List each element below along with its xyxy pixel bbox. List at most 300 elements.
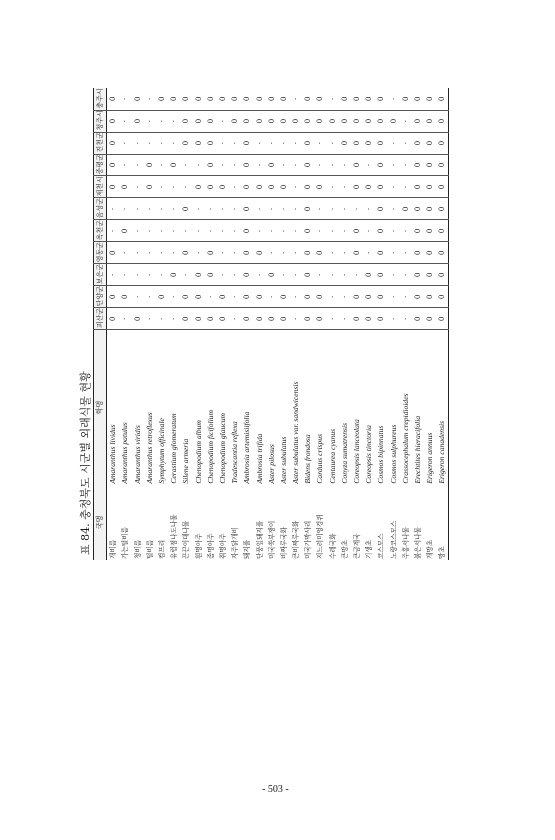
occurrence-cell: ·	[132, 176, 144, 198]
table-row	[241, 88, 253, 560]
occurrence-cell: 0	[436, 198, 449, 220]
table-row	[314, 88, 326, 560]
occurrence-cell: 0	[180, 110, 192, 132]
occurrence-cell: ·	[168, 110, 180, 132]
occurrence-cell: 0	[205, 308, 217, 330]
header-region: 진천군	[94, 132, 107, 154]
occurrence-cell: ·	[266, 198, 278, 220]
occurrence-cell: 0	[314, 110, 326, 132]
occurrence-cell: ·	[253, 264, 265, 286]
occurrence-cell: ·	[156, 308, 168, 330]
occurrence-cell: 0	[351, 220, 363, 242]
table-row	[375, 88, 387, 560]
scientific-name-cell: Centaurea cyanus	[327, 428, 337, 484]
occurrence-cell: ·	[290, 242, 302, 264]
occurrence-cell: 0	[436, 154, 449, 176]
occurrence-cell: 0	[278, 286, 290, 308]
korean-name-cell: 수레국화	[328, 533, 337, 559]
occurrence-cell: ·	[363, 242, 375, 264]
occurrence-cell: 0	[229, 88, 241, 110]
occurrence-cell: 0	[351, 110, 363, 132]
occurrence-cell: 0	[424, 176, 436, 198]
occurrence-cell: 0	[217, 176, 229, 198]
table-row	[180, 88, 192, 560]
scientific-name-cell: Coreopsis tinctoria	[364, 425, 374, 484]
occurrence-cell: 0	[132, 110, 144, 132]
occurrence-cell: 0	[266, 154, 278, 176]
occurrence-cell: ·	[156, 176, 168, 198]
occurrence-cell: ·	[327, 88, 339, 110]
occurrence-cell: ·	[132, 220, 144, 242]
occurrence-cell: ·	[363, 154, 375, 176]
occurrence-cell: ·	[290, 154, 302, 176]
occurrence-cell: 0	[436, 264, 449, 286]
occurrence-cell: ·	[339, 176, 351, 198]
occurrence-cell: 0	[424, 242, 436, 264]
occurrence-cell: 0	[424, 220, 436, 242]
occurrence-cell: ·	[132, 264, 144, 286]
table-row	[339, 88, 351, 560]
occurrence-cell: 0	[132, 308, 144, 330]
occurrence-cell: 0	[302, 242, 314, 264]
occurrence-cell: 0	[107, 110, 120, 132]
occurrence-cell: 0	[302, 176, 314, 198]
occurrence-cell: 0	[302, 220, 314, 242]
korean-name-cell: 좀명아주	[206, 533, 215, 559]
occurrence-cell: 0	[375, 88, 387, 110]
occurrence-cell: 0	[107, 308, 120, 330]
occurrence-cell: ·	[205, 220, 217, 242]
occurrence-cell: ·	[388, 154, 400, 176]
occurrence-cell: 0	[205, 264, 217, 286]
occurrence-cell: 0	[180, 308, 192, 330]
header-korean-name: 국명	[94, 485, 107, 560]
korean-name-cell: 큰비짜루국화	[292, 520, 301, 559]
occurrence-cell: 0	[302, 154, 314, 176]
occurrence-cell: 0	[412, 154, 424, 176]
occurrence-cell: 0	[351, 242, 363, 264]
occurrence-cell: 0	[266, 88, 278, 110]
korean-name-cell: 주홍서나물	[401, 527, 410, 559]
korean-name-cell: 취명아주	[218, 533, 227, 559]
occurrence-cell: ·	[132, 286, 144, 308]
occurrence-cell: 0	[375, 286, 387, 308]
occurrence-cell: 0	[266, 264, 278, 286]
occurrence-cell: 0	[424, 88, 436, 110]
occurrence-cell: ·	[144, 308, 156, 330]
occurrence-cell: ·	[253, 132, 265, 154]
occurrence-cell: ·	[278, 242, 290, 264]
occurrence-cell: ·	[278, 132, 290, 154]
occurrence-cell: ·	[327, 198, 339, 220]
table-row	[156, 88, 168, 560]
occurrence-cell: 0	[424, 286, 436, 308]
occurrence-cell: ·	[314, 198, 326, 220]
occurrence-cell: ·	[327, 132, 339, 154]
table-row	[424, 88, 436, 560]
korean-name-cell: 기생초	[365, 539, 374, 559]
occurrence-cell: ·	[327, 308, 339, 330]
occurrence-cell: 0	[266, 308, 278, 330]
occurrence-cell: 0	[241, 198, 253, 220]
occurrence-cell: ·	[290, 220, 302, 242]
occurrence-cell: 0	[193, 308, 205, 330]
occurrence-cell: ·	[400, 220, 412, 242]
occurrence-cell: 0	[412, 198, 424, 220]
occurrence-cell: ·	[363, 198, 375, 220]
scientific-name-cell: Amaranthus retroflexus	[144, 412, 154, 484]
occurrence-cell: 0	[253, 286, 265, 308]
scientific-name-cell: Symphytum officinale	[157, 418, 167, 484]
occurrence-cell: ·	[339, 198, 351, 220]
occurrence-cell: ·	[339, 264, 351, 286]
occurrence-cell: ·	[253, 198, 265, 220]
occurrence-cell: 0	[400, 198, 412, 220]
occurrence-cell: 0	[363, 286, 375, 308]
occurrence-cell: 0	[314, 88, 326, 110]
occurrence-cell: ·	[363, 220, 375, 242]
occurrence-cell: 0	[375, 220, 387, 242]
occurrence-cell: ·	[400, 264, 412, 286]
scientific-name-cell: Bidens frondosa	[303, 434, 313, 484]
occurrence-cell: ·	[327, 154, 339, 176]
korean-name-cell: 큰망초	[340, 539, 349, 559]
header-region: 청주시	[94, 110, 107, 132]
occurrence-cell: 0	[302, 308, 314, 330]
occurrence-cell: 0	[424, 264, 436, 286]
occurrence-cell: ·	[290, 132, 302, 154]
occurrence-cell: ·	[193, 154, 205, 176]
occurrence-cell: ·	[156, 198, 168, 220]
occurrence-cell: 0	[375, 308, 387, 330]
header-region: 충주시	[94, 88, 107, 110]
occurrence-cell: ·	[278, 264, 290, 286]
occurrence-cell: 0	[302, 198, 314, 220]
occurrence-cell: ·	[107, 198, 120, 220]
occurrence-cell: 0	[339, 132, 351, 154]
occurrence-cell: ·	[229, 154, 241, 176]
occurrence-cell: ·	[339, 154, 351, 176]
occurrence-cell: ·	[290, 176, 302, 198]
occurrence-cell: ·	[266, 286, 278, 308]
occurrence-cell: ·	[339, 220, 351, 242]
occurrence-cell: ·	[278, 154, 290, 176]
occurrence-cell: 0	[193, 110, 205, 132]
occurrence-cell: ·	[327, 220, 339, 242]
occurrence-cell: 0	[278, 176, 290, 198]
header-scientific-name: 학명	[94, 330, 107, 485]
occurrence-cell: 0	[205, 176, 217, 198]
scientific-name-cell: Ambrosia trifida	[254, 433, 264, 484]
occurrence-cell: 0	[253, 242, 265, 264]
scientific-name-cell: Crassocephalum crepidioides	[400, 393, 410, 484]
occurrence-cell: ·	[193, 220, 205, 242]
occurrence-cell: 0	[241, 264, 253, 286]
occurrence-cell: 0	[241, 132, 253, 154]
table-row	[266, 88, 278, 560]
occurrence-cell: 0	[266, 176, 278, 198]
korean-name-cell: 컴프리	[158, 539, 167, 559]
table-row	[351, 88, 363, 560]
occurrence-cell: ·	[400, 110, 412, 132]
occurrence-cell: 0	[363, 88, 375, 110]
occurrence-cell: 0	[205, 110, 217, 132]
occurrence-cell: ·	[168, 220, 180, 242]
occurrence-cell: 0	[278, 110, 290, 132]
scientific-name-cell: Carduus crispus	[315, 433, 325, 484]
occurrence-cell: 0	[302, 110, 314, 132]
occurrence-cell: 0	[351, 154, 363, 176]
occurrence-cell: 0	[253, 88, 265, 110]
occurrence-cell: 0	[217, 286, 229, 308]
occurrence-cell: 0	[180, 198, 192, 220]
occurrence-cell: ·	[229, 242, 241, 264]
occurrence-cell: ·	[314, 154, 326, 176]
occurrence-cell: ·	[278, 198, 290, 220]
occurrence-cell: 0	[205, 242, 217, 264]
occurrence-cell: 0	[436, 220, 449, 242]
korean-name-cell: 지느러미엉겅퀴	[316, 514, 325, 559]
occurrence-cell: ·	[144, 110, 156, 132]
occurrence-cell: ·	[388, 242, 400, 264]
occurrence-cell: 0	[375, 264, 387, 286]
korean-name-cell: 큰금계국	[353, 533, 362, 559]
korean-name-cell: 코스모스	[377, 533, 386, 559]
occurrence-cell: 0	[400, 88, 412, 110]
scientific-name-cell: Cosmos sulphureus	[388, 424, 398, 484]
occurrence-cell: ·	[229, 220, 241, 242]
occurrence-cell: ·	[119, 308, 131, 330]
occurrence-cell: 0	[436, 242, 449, 264]
occurrence-cell: ·	[119, 242, 131, 264]
occurrence-cell: ·	[156, 264, 168, 286]
occurrence-cell: ·	[327, 176, 339, 198]
occurrence-cell: ·	[266, 132, 278, 154]
occurrence-cell: 0	[180, 132, 192, 154]
occurrence-cell: ·	[290, 286, 302, 308]
occurrence-cell: 0	[424, 110, 436, 132]
occurrence-cell: 0	[327, 110, 339, 132]
header-region: 제천시	[94, 176, 107, 198]
occurrence-cell: ·	[156, 110, 168, 132]
occurrence-cell: ·	[217, 198, 229, 220]
korean-name-cell: 끈끈이대나물	[182, 520, 191, 559]
occurrence-cell: 0	[290, 110, 302, 132]
occurrence-cell: ·	[339, 308, 351, 330]
occurrence-cell: ·	[253, 154, 265, 176]
occurrence-cell: 0	[424, 308, 436, 330]
occurrence-cell: 0	[156, 286, 168, 308]
scientific-name-cell: Coreopsis lanceolata	[352, 419, 362, 484]
table-row	[400, 88, 412, 560]
occurrence-cell: 0	[217, 88, 229, 110]
occurrence-cell: 0	[193, 286, 205, 308]
occurrence-cell: 0	[302, 88, 314, 110]
occurrence-cell: 0	[339, 110, 351, 132]
occurrence-cell: ·	[168, 198, 180, 220]
occurrence-cell: ·	[217, 220, 229, 242]
scientific-name-cell: Aster subulatus	[278, 436, 288, 484]
occurrence-cell: ·	[168, 286, 180, 308]
occurrence-cell: ·	[217, 264, 229, 286]
occurrence-cell: 0	[436, 176, 449, 198]
korean-name-cell: 미국가막사리	[304, 520, 313, 559]
occurrence-cell: ·	[168, 308, 180, 330]
occurrence-cell: ·	[388, 198, 400, 220]
occurrence-cell: 0	[412, 242, 424, 264]
occurrence-cell: 0	[351, 176, 363, 198]
occurrence-cell: ·	[144, 264, 156, 286]
occurrence-cell: 0	[424, 154, 436, 176]
occurrence-cell: 0	[107, 286, 120, 308]
korean-name-cell: 붉은서나물	[413, 527, 422, 559]
occurrence-cell: ·	[266, 242, 278, 264]
occurrence-cell: ·	[229, 264, 241, 286]
occurrence-cell: ·	[278, 220, 290, 242]
table-header-row	[94, 88, 107, 560]
occurrence-cell: 0	[375, 154, 387, 176]
korean-name-cell: 개망초	[426, 539, 435, 559]
occurrence-cell: ·	[400, 132, 412, 154]
occurrence-cell: ·	[351, 198, 363, 220]
korean-name-cell: 흰명아주	[194, 533, 203, 559]
occurrence-cell: ·	[132, 198, 144, 220]
occurrence-cell: 0	[412, 220, 424, 242]
occurrence-cell: 0	[107, 154, 120, 176]
occurrence-cell: 0	[351, 286, 363, 308]
occurrence-cell: ·	[168, 176, 180, 198]
occurrence-cell: 0	[436, 132, 449, 154]
occurrence-cell: 0	[436, 110, 449, 132]
korean-name-cell: 청비름	[133, 539, 142, 559]
occurrence-cell: 0	[107, 176, 120, 198]
occurrence-cell: 0	[205, 154, 217, 176]
scientific-name-cell: Chenopodium album	[193, 420, 203, 484]
occurrence-cell: ·	[132, 132, 144, 154]
occurrence-cell: ·	[388, 220, 400, 242]
occurrence-cell: ·	[229, 176, 241, 198]
occurrence-cell: 0	[193, 88, 205, 110]
occurrence-cell: ·	[400, 308, 412, 330]
korean-name-cell: 털비름	[145, 539, 154, 559]
scientific-name-cell: Amaranthus patulus	[120, 422, 130, 484]
korean-name-cell: 유럽점나도나물	[170, 514, 179, 559]
occurrence-cell: 0	[424, 132, 436, 154]
occurrence-cell: 0	[144, 154, 156, 176]
occurrence-cell: 0	[412, 308, 424, 330]
occurrence-cell: ·	[327, 286, 339, 308]
korean-name-cell: 비짜루국화	[279, 527, 288, 559]
scientific-name-cell: Amaranthus lividus	[108, 424, 118, 484]
occurrence-cell: 0	[180, 242, 192, 264]
occurrence-cell: 0	[180, 88, 192, 110]
occurrence-cell: ·	[388, 176, 400, 198]
page-number: - 503 -	[262, 784, 289, 795]
occurrence-cell: 0	[241, 220, 253, 242]
occurrence-cell: ·	[400, 242, 412, 264]
occurrence-cell: 0	[278, 88, 290, 110]
occurrence-cell: ·	[119, 110, 131, 132]
occurrence-cell: ·	[388, 286, 400, 308]
occurrence-cell: ·	[314, 220, 326, 242]
occurrence-cell: 0	[412, 110, 424, 132]
occurrence-cell: 0	[241, 154, 253, 176]
scientific-name-cell: Chenopodium ficifolium	[205, 410, 215, 484]
occurrence-cell: ·	[119, 154, 131, 176]
occurrence-cell: ·	[388, 88, 400, 110]
occurrence-cell: ·	[144, 88, 156, 110]
occurrence-cell: ·	[107, 264, 120, 286]
occurrence-cell: ·	[119, 132, 131, 154]
occurrence-cell: ·	[229, 132, 241, 154]
occurrence-cell: 0	[302, 264, 314, 286]
occurrence-cell: 0	[229, 110, 241, 132]
occurrence-cell: 0	[119, 220, 131, 242]
occurrence-cell: 0	[132, 88, 144, 110]
occurrence-cell: 0	[436, 88, 449, 110]
korean-name-cell: 망초	[438, 546, 447, 559]
occurrence-cell: ·	[290, 264, 302, 286]
occurrence-cell: ·	[119, 198, 131, 220]
table-row	[229, 88, 241, 560]
occurrence-cell: ·	[119, 264, 131, 286]
occurrence-cell: 0	[119, 286, 131, 308]
occurrence-cell: ·	[144, 286, 156, 308]
occurrence-cell: ·	[388, 132, 400, 154]
occurrence-cell: ·	[400, 176, 412, 198]
occurrence-cell: ·	[290, 308, 302, 330]
occurrence-cell: 0	[156, 88, 168, 110]
occurrence-cell: ·	[168, 242, 180, 264]
occurrence-cell: ·	[351, 264, 363, 286]
scientific-name-cell: Ambrosia artemisiifolia	[242, 411, 252, 484]
table-row	[193, 88, 205, 560]
occurrence-cell: 0	[314, 242, 326, 264]
occurrence-cell: 0	[363, 308, 375, 330]
table-row	[388, 88, 400, 560]
occurrence-cell: ·	[119, 88, 131, 110]
occurrence-cell: 0	[375, 110, 387, 132]
occurrence-cell: 0	[241, 242, 253, 264]
occurrence-cell: ·	[180, 154, 192, 176]
occurrence-cell: ·	[327, 242, 339, 264]
table-row	[144, 88, 156, 560]
table-row	[302, 88, 314, 560]
occurrence-cell: 0	[314, 308, 326, 330]
occurrence-cell: ·	[229, 198, 241, 220]
occurrence-cell: 0	[412, 264, 424, 286]
occurrence-cell: ·	[229, 308, 241, 330]
korean-name-cell: 자주닭개비	[231, 527, 240, 559]
scientific-name-cell: Aster subulatus var. sandwicensis	[291, 381, 301, 484]
occurrence-cell: ·	[180, 176, 192, 198]
occurrence-cell: 0	[314, 176, 326, 198]
table-row	[278, 88, 290, 560]
occurrence-cell: ·	[339, 286, 351, 308]
occurrence-cell: ·	[217, 132, 229, 154]
scientific-name-cell: Cosmos bipinnatus	[376, 425, 386, 484]
table-row	[436, 88, 449, 560]
occurrence-cell: ·	[339, 242, 351, 264]
occurrence-cell: 0	[375, 242, 387, 264]
occurrence-cell: 0	[217, 308, 229, 330]
occurrence-cell: ·	[400, 286, 412, 308]
occurrence-cell: ·	[327, 264, 339, 286]
occurrence-cell: 0	[412, 176, 424, 198]
header-region: 증평군	[94, 154, 107, 176]
occurrence-cell: ·	[144, 220, 156, 242]
occurrence-cell: ·	[314, 132, 326, 154]
